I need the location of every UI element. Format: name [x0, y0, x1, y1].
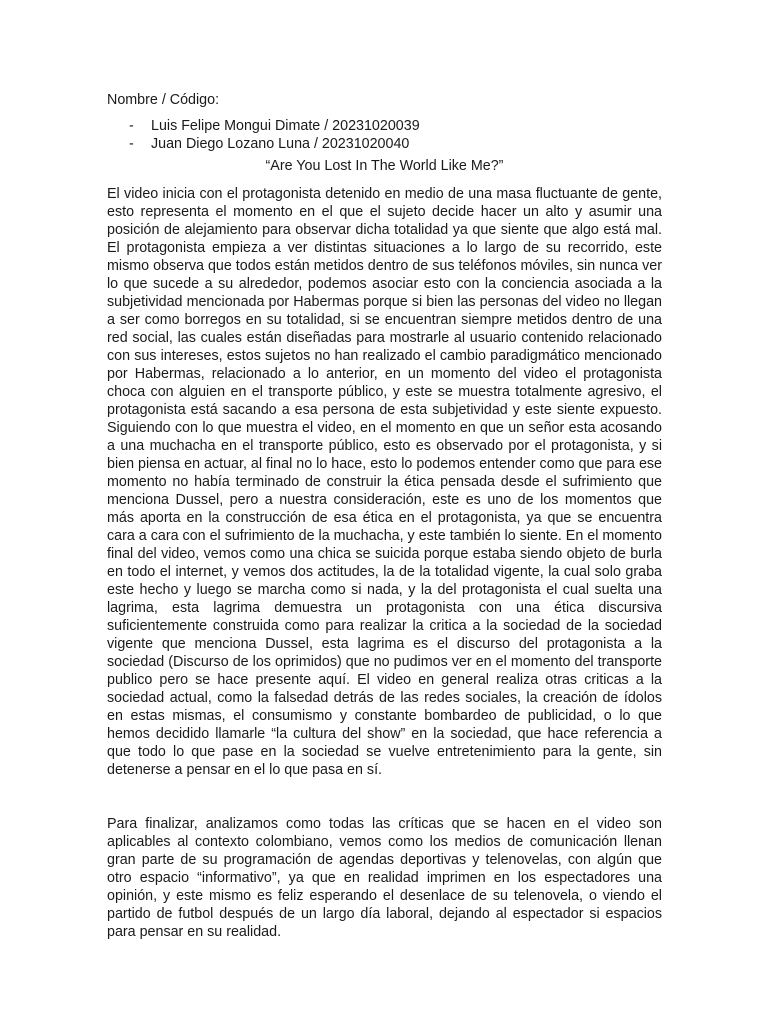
author-item	[107, 135, 662, 153]
body-paragraph: Para finalizar, analizamos como todas las críticas que se hacen en el video son aplicables al contexto colombiano, vemos como los medios de comunicación llenan gran parte de su programación de agendas deportivas y telenovelas, con algún que otro espacio “informativo”, ya que en realidad imprimen en los espectadores una opinión, y este mismo es feliz esperando el desenlace de su telenovela, o viendo el partido de futbol después de un largo día laboral, dejando al espectador si espacios para pensar en su realidad.	[107, 816, 662, 940]
list-dash: -	[129, 136, 134, 152]
body-paragraph: El video inicia con el protagonista detenido en medio de una masa fluctuante de gente, esto representa el momento en el que el sujeto decide hacer un alto y asumir una posición de alejamiento para observar dicha totalidad ya que siente que algo está mal. El protagonista empieza a ver distintas situaciones a lo largo de su recorrido, este mismo observa que todos están metidos dentro de sus teléfonos móviles, sin nunca ver lo que sucede a su alrededor, podemos asociar esto con la conciencia asociada a la subjetividad mencionada por Habermas porque si bien las personas del video no llegan a ser como borregos en su totalidad, si se encuentran siempre metidos dentro de una red social, las cuales están diseñadas para mostrarle al usuario contenido relacionado con sus intereses, estos sujetos no han realizado el cambio paradigmático mencionado por Habermas, relacionado a lo anterior, en un momento del video el protagonista choca con alguien en el transporte público, y este se muestra totalmente agresivo, el protagonista está sacando a esa persona de esta subjetividad y este siente expuesto. Siguiendo con lo que muestra el video, en el momento en que un señor esta acosando a una muchacha en el transporte público, esto es observado por el protagonista, y si bien piensa en actuar, al final no lo hace, esto lo podemos entender como que para ese momento no había terminado de construir la ética pensada desde el sufrimiento que menciona Dussel, pero a nuestra consideración, este es uno de los momentos que más aporta en la construcción de esa ética en el protagonista, ya que se encuentra cara a cara con el sufrimiento de la muchacha, y este también lo siente. En el momento final del video, vemos como una chica se suicida porque estaba siendo objeto de burla en todo el internet, y vemos dos actitudes, la de la totalidad vigente, la cual solo graba este hecho y luego se marcha como si nada, y la del protagonista el cual suelta una lagrima, esta lagrima demuestra un protagonista con una ética discursiva suficientemente construida como para realizar la critica a la sociedad de la sociedad vigente que menciona Dussel, esta lagrima es el discurso del protagonista a la sociedad (Discurso de los oprimidos) que no pudimos ver en el momento del transporte publico pero se hace presente aquí. El video en general realiza otras criticas a la sociedad actual, como la falsedad detrás de las redes sociales, la creación de ídolos en estas mismas, el consumismo y constante bombardeo de publicidad, o lo que hemos decidido llamarle “la cultura del show” en la sociedad, que hace referencia a que todo lo que pase en la sociedad se vuelve entretenimiento para la gente, sin detenerse a pensar en el lo que pasa en sí.	[107, 186, 662, 778]
name-code-heading: Nombre / Código:	[107, 92, 220, 108]
author-list	[107, 117, 662, 153]
author-text: Luis Felipe Mongui Dimate / 20231020039	[151, 118, 420, 134]
document-title: “Are You Lost In The World Like Me?”	[265, 158, 504, 174]
author-item	[107, 117, 662, 135]
list-dash: -	[129, 118, 134, 134]
author-text: Juan Diego Lozano Luna / 20231020040	[151, 136, 410, 152]
